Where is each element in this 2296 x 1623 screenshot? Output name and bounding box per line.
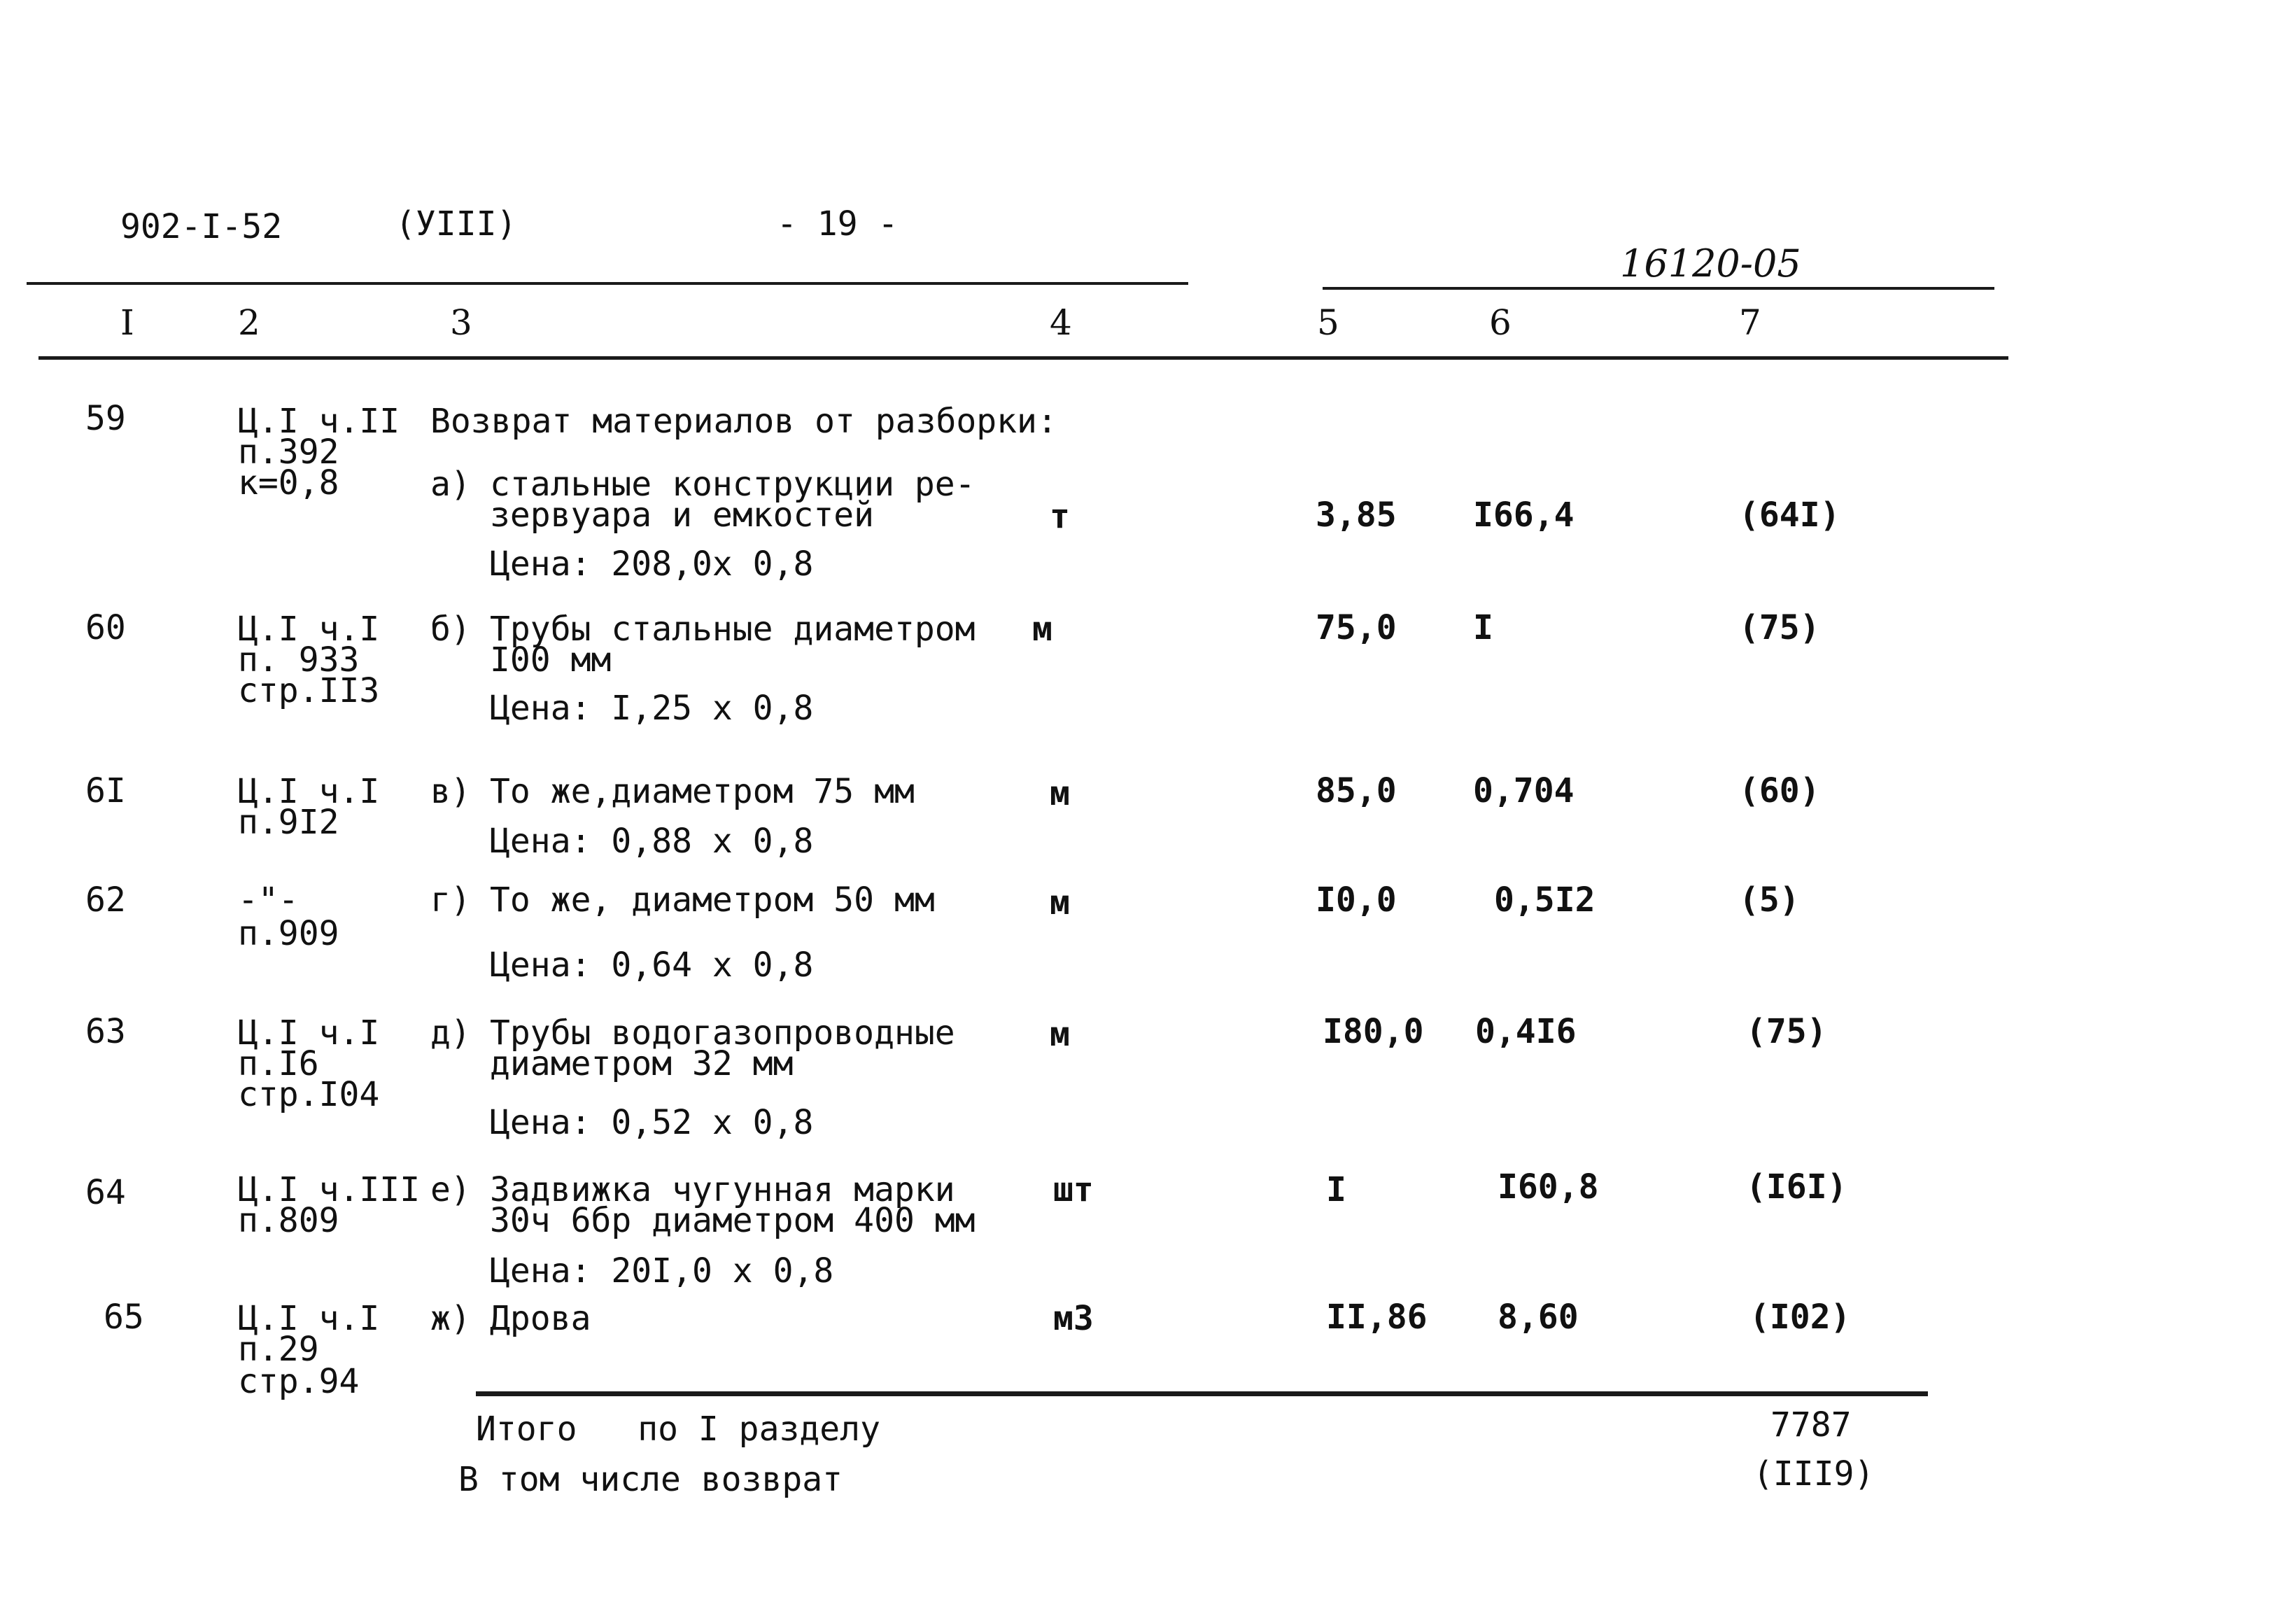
row-number: 62 xyxy=(85,880,126,920)
total: (64I) xyxy=(1739,496,1840,535)
item-letter: г) xyxy=(430,880,471,920)
archive-number: 16120-05 xyxy=(1620,241,1801,286)
column-header-5: 5 xyxy=(1317,302,1339,343)
item-description: То же,диаметром 75 мм xyxy=(490,772,915,811)
row-reference: п.909 xyxy=(238,914,339,953)
row-reference: п.I6 xyxy=(238,1044,319,1083)
unit: м xyxy=(1050,883,1070,922)
column-header-3: 3 xyxy=(450,302,472,343)
item-description: стальные конструкции ре- xyxy=(490,465,976,504)
summary-rule xyxy=(476,1391,1928,1396)
item-letter: ж) xyxy=(430,1299,471,1338)
row-reference: п. 933 xyxy=(238,640,360,680)
unit: м xyxy=(1050,1015,1070,1054)
unit: шт xyxy=(1053,1170,1094,1209)
column-header-2: 2 xyxy=(238,302,260,343)
item-price: Цена: 20I,0 х 0,8 xyxy=(490,1251,834,1291)
rate: 0,5I2 xyxy=(1494,880,1596,920)
section-mark: (УIII) xyxy=(395,204,517,244)
item-description: диаметром 32 мм xyxy=(490,1044,794,1083)
total: (I6I) xyxy=(1746,1167,1847,1207)
return-label: В том числе возврат xyxy=(458,1460,843,1499)
rate: 0,4I6 xyxy=(1475,1012,1577,1051)
item-letter: в) xyxy=(430,772,471,811)
column-header-7: 7 xyxy=(1739,302,1761,343)
quantity: II,86 xyxy=(1326,1298,1428,1337)
quantity: I xyxy=(1326,1170,1346,1209)
item-price: Цена: I,25 х 0,8 xyxy=(490,689,814,728)
row-reference: стр.II3 xyxy=(238,671,380,710)
total: (75) xyxy=(1746,1012,1827,1051)
column-header-4: 4 xyxy=(1050,302,1072,343)
document-code: 902-I-52 xyxy=(120,207,283,246)
row-reference: стр.94 xyxy=(238,1362,360,1401)
item-description: зервуара и емкостей xyxy=(490,496,875,535)
row-reference: п.809 xyxy=(238,1201,339,1240)
item-letter: д) xyxy=(430,1013,471,1053)
item-description: Трубы водогазопроводные xyxy=(490,1013,955,1053)
row-number: 59 xyxy=(85,399,126,438)
row-reference: п.9I2 xyxy=(238,803,339,842)
quantity: I0,0 xyxy=(1316,880,1397,920)
quantity: 3,85 xyxy=(1316,496,1397,535)
quantity: 85,0 xyxy=(1316,771,1397,810)
item-price: Цена: 0,64 х 0,8 xyxy=(490,946,814,985)
row-reference: Ц.I ч.III xyxy=(238,1170,421,1209)
rate: I xyxy=(1473,608,1493,647)
rate: I60,8 xyxy=(1498,1167,1599,1207)
column-header-1: I xyxy=(120,302,134,343)
item-price: Цена: 0,52 х 0,8 xyxy=(490,1103,814,1142)
rate: 8,60 xyxy=(1498,1298,1579,1337)
item-price: Цена: 208,0х 0,8 xyxy=(490,544,814,584)
unit: м3 xyxy=(1053,1299,1094,1338)
item-description: Дрова xyxy=(490,1299,591,1338)
row-number: 64 xyxy=(85,1173,126,1212)
item-description: То же, диаметром 50 мм xyxy=(490,880,935,920)
row-reference: к=0,8 xyxy=(238,463,339,503)
header-bottom-rule xyxy=(38,356,2008,360)
row-reference: Ц.I ч.I xyxy=(238,772,380,811)
unit: м xyxy=(1032,610,1052,649)
row-reference: Ц.I ч.I xyxy=(238,1299,380,1338)
unit: м xyxy=(1050,774,1070,813)
total: (I02) xyxy=(1749,1298,1851,1337)
row-reference: Ц.I ч.II xyxy=(238,402,400,441)
row-reference: п.29 xyxy=(238,1330,319,1369)
item-description: Задвижка чугунная марки xyxy=(490,1170,955,1209)
row-reference: п.392 xyxy=(238,433,339,472)
item-description: Трубы стальные диаметром xyxy=(490,610,976,649)
page-number: - 19 - xyxy=(777,204,899,244)
row-reference: Ц.I ч.I xyxy=(238,610,380,649)
item-letter: е) xyxy=(430,1170,471,1209)
quantity: 75,0 xyxy=(1316,608,1397,647)
return-value: (III9) xyxy=(1753,1454,1875,1494)
row-reference: стр.I04 xyxy=(238,1075,380,1114)
row-number: 65 xyxy=(104,1298,144,1337)
section-total-value: 7787 xyxy=(1770,1405,1852,1445)
total: (5) xyxy=(1739,880,1800,920)
rate: 0,704 xyxy=(1473,771,1575,810)
rate: I66,4 xyxy=(1473,496,1575,535)
row-reference: Ц.I ч.I xyxy=(238,1013,380,1053)
top-rule-right xyxy=(1323,287,1994,290)
total: (75) xyxy=(1739,608,1820,647)
section-total-label: Итого по I разделу xyxy=(476,1410,880,1449)
item-letter: а) xyxy=(430,465,471,504)
item-letter: б) xyxy=(430,610,471,649)
total: (60) xyxy=(1739,771,1820,810)
top-rule-left xyxy=(27,282,1188,285)
item-description: I00 мм xyxy=(490,640,612,680)
row-number: 63 xyxy=(85,1012,126,1051)
row-number: 6I xyxy=(85,771,126,810)
quantity: I80,0 xyxy=(1323,1012,1424,1051)
item-price: Цена: 0,88 х 0,8 xyxy=(490,822,814,861)
row-reference: -"- xyxy=(238,880,299,920)
column-header-6: 6 xyxy=(1489,302,1512,343)
item-description: 30ч 6бр диаметром 400 мм xyxy=(490,1201,976,1240)
section-heading: Возврат материалов от разборки: xyxy=(430,402,1057,441)
unit: т xyxy=(1050,497,1070,536)
row-number: 60 xyxy=(85,608,126,647)
